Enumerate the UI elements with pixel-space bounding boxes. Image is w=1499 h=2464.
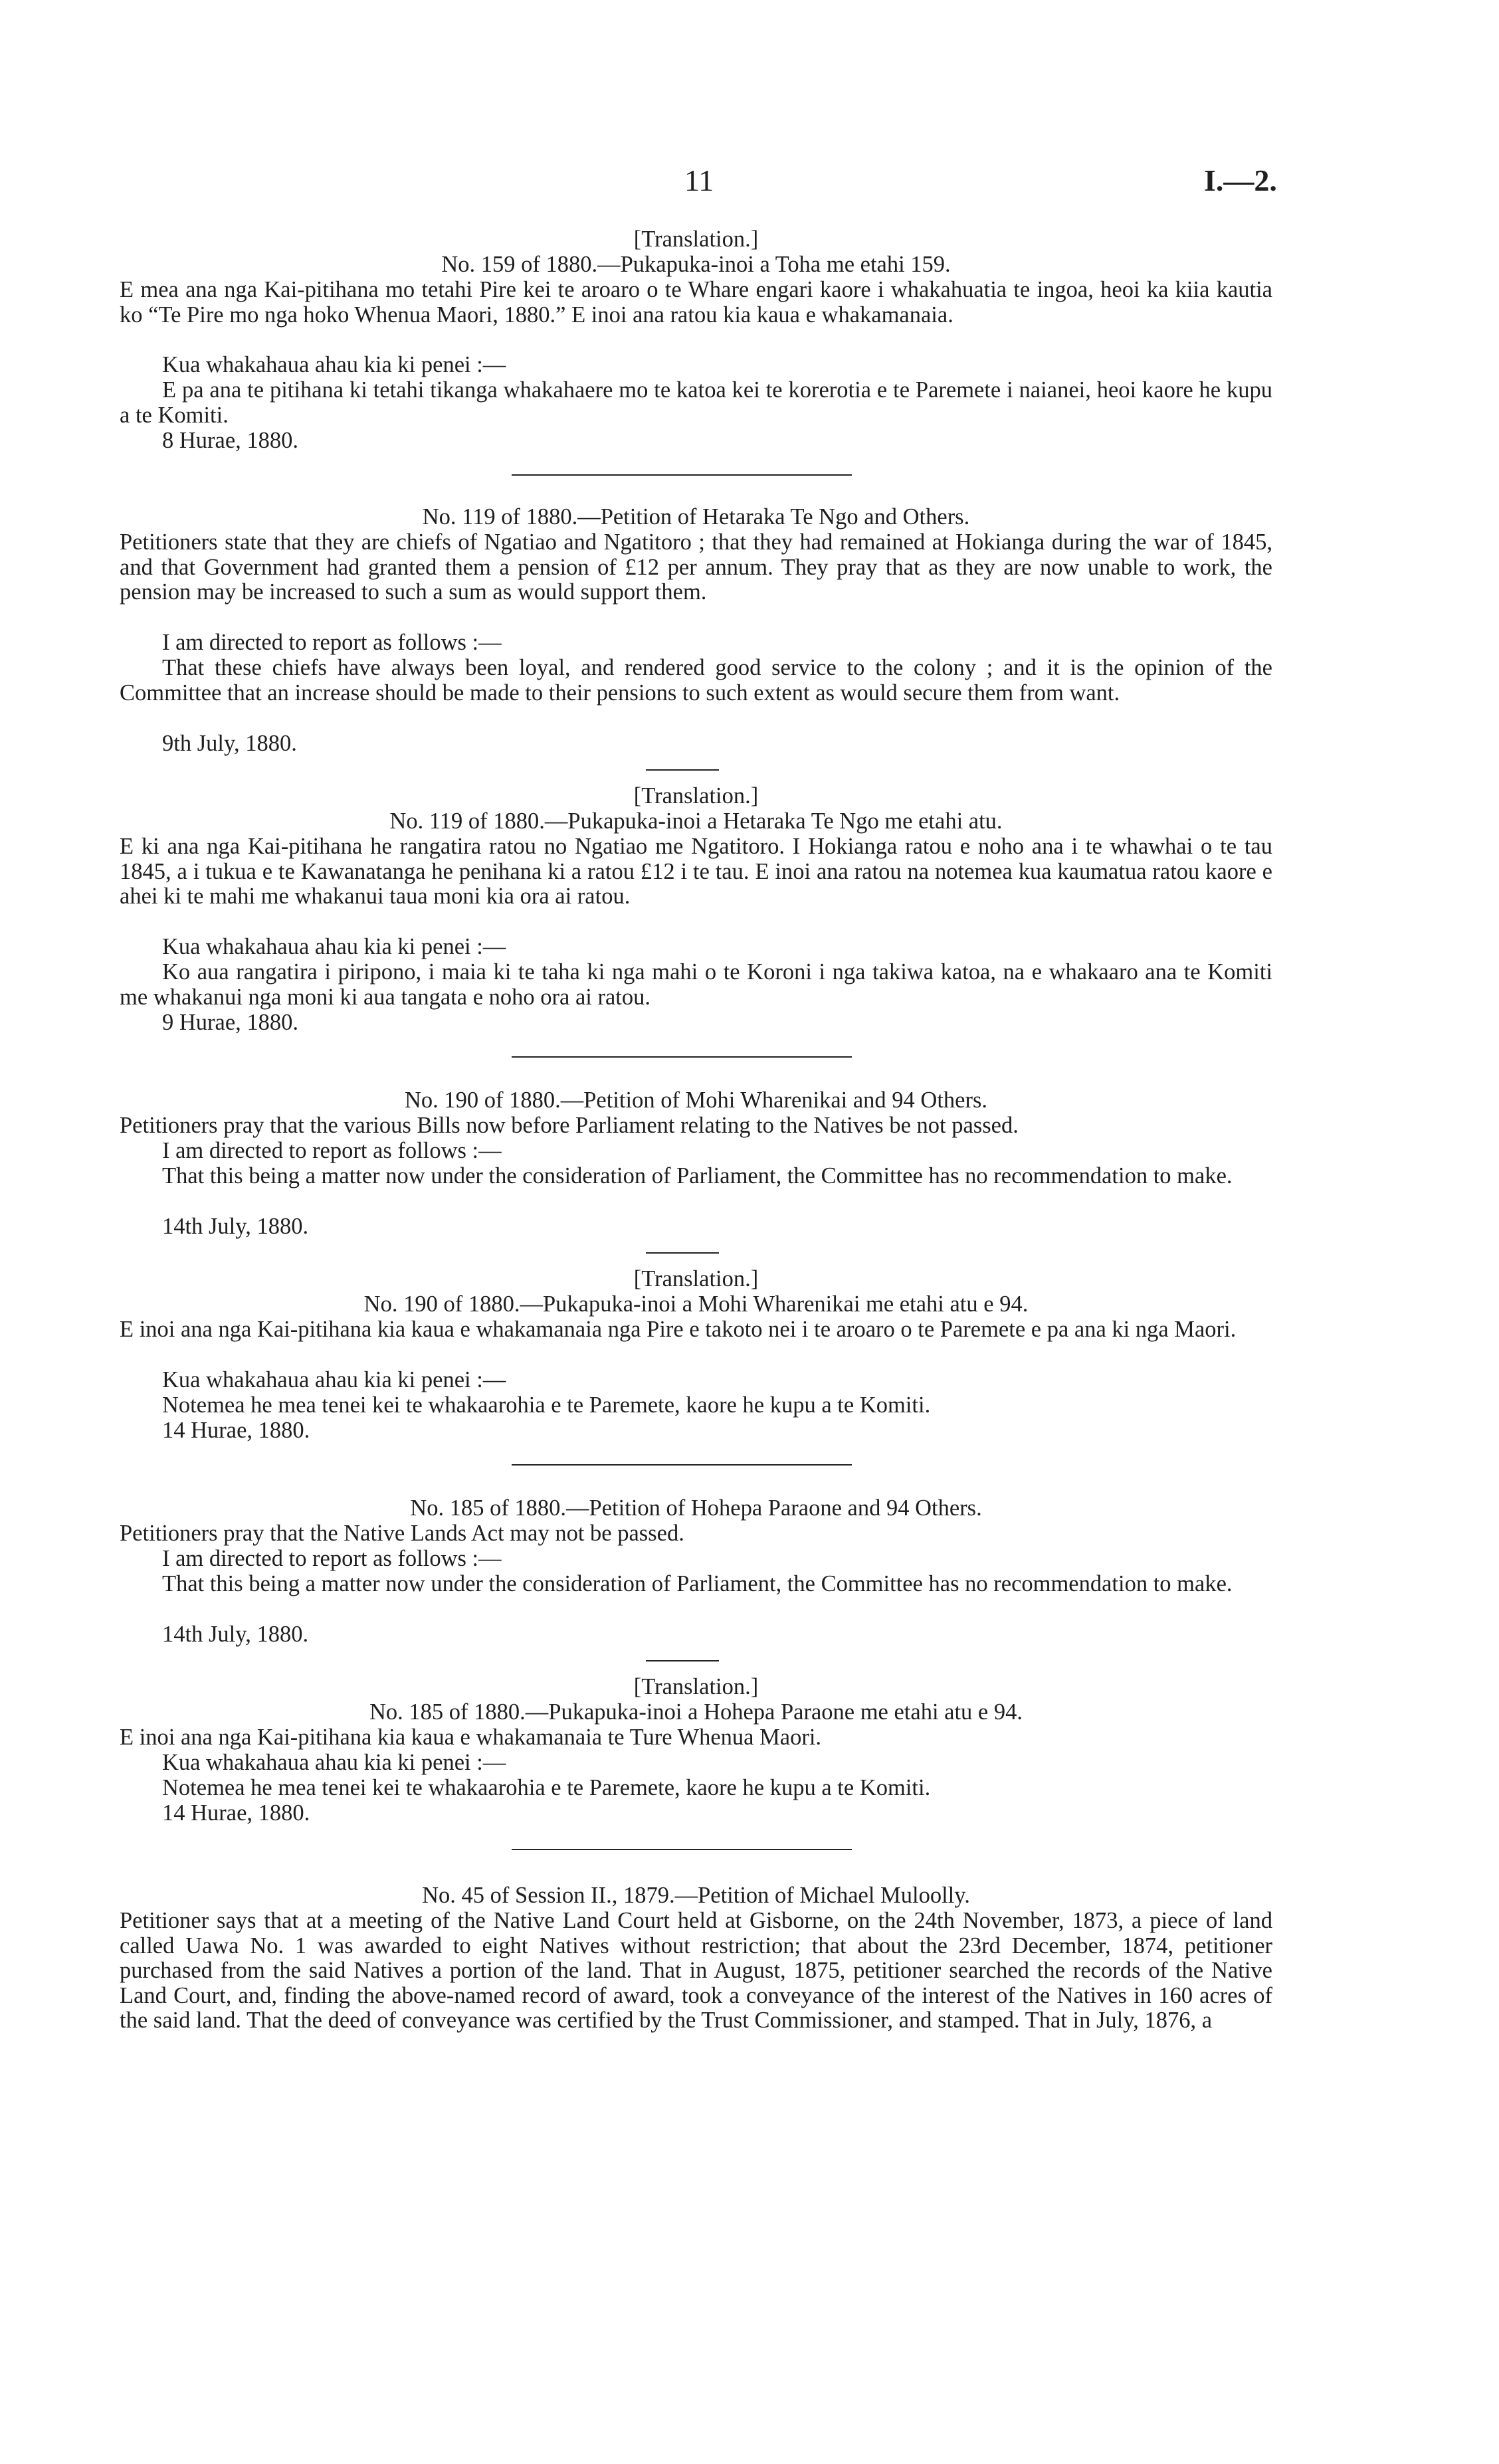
report-date: 9th July, 1880. xyxy=(162,731,297,756)
petition-summary: E mea ana nga Kai-pitihana mo tetahi Pire kei te aroaro o te Whare engari kaore i whakahuatia te ingoa, heoi ka kiia kautia ko “Te Pire mo nga hoko Whenua Maori, 1880.” E inoi ana ratou kia kaua e whakamanaia. xyxy=(120,277,1272,328)
petition-summary: Petitioners state that they are chiefs of Ngatiao and Ngatitoro ; that they had remained at Hokianga during the war of 1845, and that Government had granted them a pension of £12 per annum. They pray that as they are now unable to work, the pension may be increased to such a sum as would support them. xyxy=(120,529,1272,605)
page-number: 11 xyxy=(684,163,714,197)
report-date: 14 Hurae, 1880. xyxy=(162,1800,310,1826)
short-divider xyxy=(646,1660,719,1661)
petition-title: No. 190 of 1880.—Petition of Mohi Wharenikai and 94 Others. xyxy=(404,1088,988,1113)
report-date: 9 Hurae, 1880. xyxy=(162,1010,299,1035)
committee-report: Notemea he mea tenei kei te whakaarohia e te Paremete, kaore he kupu a te Komiti. xyxy=(162,1392,931,1418)
petition-title: No. 185 of 1880.—Petition of Hohepa Paraone and 94 Others. xyxy=(410,1495,982,1521)
petition-summary: E inoi ana nga Kai-pitihana kia kaua e whakamanaia nga Pire e takoto nei i te aroaro o te Paremete e pa ana ki nga Maori. xyxy=(120,1317,1237,1342)
petition-summary: E inoi ana nga Kai-pitihana kia kaua e whakamanaia te Ture Whenua Maori. xyxy=(120,1725,822,1750)
committee-report: E pa ana te pitihana ki tetahi tikanga whakahaere mo te katoa kei te korerotia e te Paremete i naianei, heoi kaore he kupu a te Komiti. xyxy=(120,377,1272,428)
report-date: 8 Hurae, 1880. xyxy=(162,428,299,453)
report-direction: Kua whakahaua ahau kia ki penei :— xyxy=(162,352,506,377)
committee-report: That these chiefs have always been loyal, and rendered good service to the colony ; and it is the opinion of the Committee that an increase should be made to their pensions to such extent as would secure them from want. xyxy=(120,655,1272,706)
petition-title: No. 185 of 1880.—Pukapuka-inoi a Hohepa Paraone me etahi atu e 94. xyxy=(369,1699,1023,1725)
report-direction: I am directed to report as follows :— xyxy=(162,1138,502,1163)
report-direction: Kua whakahaua ahau kia ki penei :— xyxy=(162,934,506,959)
report-date: 14th July, 1880. xyxy=(162,1214,309,1239)
petition-title: No. 45 of Session II., 1879.—Petition of Michael Muloolly. xyxy=(422,1883,970,1908)
paper-reference: I.—2. xyxy=(1204,163,1277,197)
translation-heading: [Translation.] xyxy=(633,783,759,808)
translation-heading: [Translation.] xyxy=(633,227,759,252)
committee-report: Notemea he mea tenei kei te whakaarohia e te Paremete, kaore he kupu a te Komiti. xyxy=(162,1775,931,1800)
translation-heading: [Translation.] xyxy=(633,1266,759,1291)
petition-title: No. 159 of 1880.—Pukapuka-inoi a Toha me etahi 159. xyxy=(441,252,951,277)
report-direction: I am directed to report as follows :— xyxy=(162,1546,502,1571)
committee-report: Ko aua rangatira i piripono, i maia ki te taha ki nga mahi o te Koroni i nga takiwa katoa, na e whakaaro ana te Komiti me whakanui nga moni ki aua tangata e noho ora ai ratou. xyxy=(120,959,1272,1010)
petition-summary: Petitioners pray that the Native Lands Act may not be passed. xyxy=(120,1521,684,1546)
petition-summary: Petitioner says that at a meeting of the Native Land Court held at Gisborne, on the 24th November, 1873, a piece of land called Uawa No. 1 was awarded to eight Natives without restriction; that about the 23rd December, 1874, petitioner purchased from the said Natives a portion of the land. That in August, 1875, petitioner searched the records of the Native Land Court, and, finding the above-named record of award, took a conveyance of the interest of the Natives in 160 acres of the said land. That the deed of conveyance was certified by the Trust Commissioner, and stamped. That in July, 1876, a xyxy=(120,1908,1272,2033)
section-divider xyxy=(512,1056,852,1058)
report-direction: I am directed to report as follows :— xyxy=(162,630,502,655)
section-divider xyxy=(512,1464,852,1466)
short-divider xyxy=(646,1252,719,1254)
short-divider xyxy=(646,769,719,771)
report-date: 14 Hurae, 1880. xyxy=(162,1418,310,1443)
petition-summary: Petitioners pray that the various Bills now before Parliament relating to the Natives be not passed. xyxy=(120,1113,1019,1138)
petition-title: No. 119 of 1880.—Pukapuka-inoi a Hetaraka Te Ngo me etahi atu. xyxy=(389,808,1003,834)
petition-summary: E ki ana nga Kai-pitihana he rangatira ratou no Ngatiao me Ngatitoro. I Hokianga ratou e noho ana i te whawhai o te tau 1845, a i tukua e te Kawanatanga he penihana ki a ratou £12 i te tau. E inoi ana ratou na notemea kua kaumatua ratou kaore e ahei ki te mahi me whakanui taua moni kia ora ai ratou. xyxy=(120,834,1272,909)
committee-report: That this being a matter now under the consideration of Parliament, the Committee has no recommendation to make. xyxy=(162,1163,1233,1188)
committee-report: That this being a matter now under the consideration of Parliament, the Committee has no recommendation to make. xyxy=(162,1571,1233,1596)
report-direction: Kua whakahaua ahau kia ki penei :— xyxy=(162,1367,506,1392)
translation-heading: [Translation.] xyxy=(633,1674,759,1699)
petition-title: No. 119 of 1880.—Petition of Hetaraka Te Ngo and Others. xyxy=(422,504,970,529)
section-divider xyxy=(512,1849,852,1850)
petition-title: No. 190 of 1880.—Pukapuka-inoi a Mohi Wharenikai me etahi atu e 94. xyxy=(363,1291,1029,1317)
report-date: 14th July, 1880. xyxy=(162,1622,309,1647)
section-divider xyxy=(512,474,852,476)
report-direction: Kua whakahaua ahau kia ki penei :— xyxy=(162,1750,506,1775)
